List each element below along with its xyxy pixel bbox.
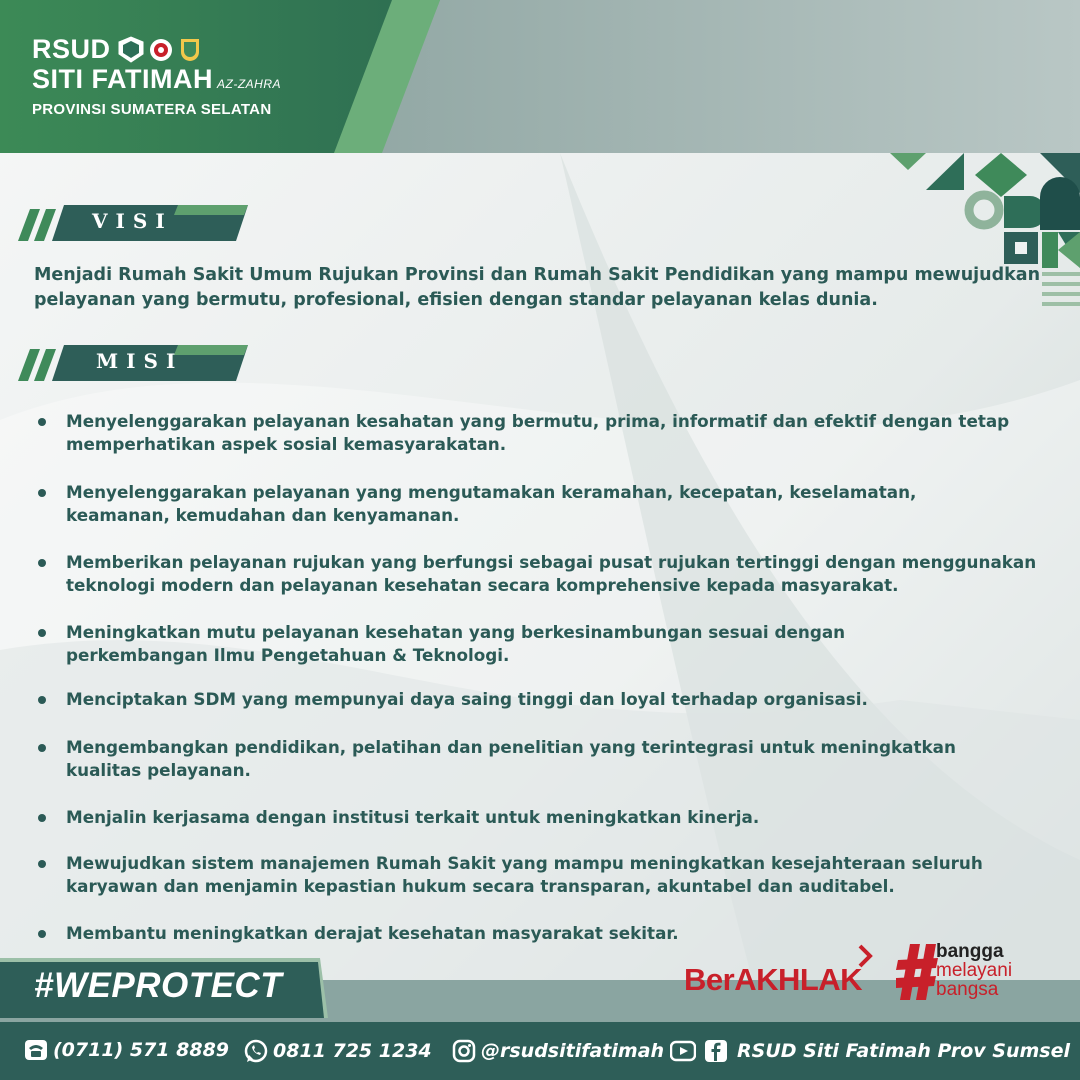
bullet-icon [38,814,46,822]
bullet-icon [38,489,46,497]
misi-item-text: Menjalin kerjasama dengan institusi terkait untuk meningkatkan kinerja. [66,807,760,827]
misi-item-text: Memberikan pelayanan rujukan yang berfungsi sebagai pusat rujukan tertinggi dengan menggunakan teknologi modern dan pelayanan kesehatan secara komprehensive kepada masyarakat. [66,552,1037,595]
misi-item-text: Menciptakan SDM yang mempunyai daya saing tinggi dan loyal terhadap organisasi. [66,689,868,709]
bangga-word: bangga [936,941,1004,962]
bullet-icon [38,860,46,868]
bullet-icon [38,418,46,426]
phone-icon [24,1039,48,1061]
misi-item-text: Menyelenggarakan pelayanan yang mengutamakan keramahan, kecepatan, keselamatan, keamanan, kemudahan dan kenyamanan. [66,482,917,525]
hashtag-text: #WEPROTECT [34,966,283,1005]
brand-suffix: AZ-ZAHRA [217,77,281,91]
misi-item [36,481,966,527]
bullet-icon [38,930,46,938]
brand-line-name: SITI FATIMAH [32,64,213,94]
instagram-handle: @rsudsitifatimah [481,1040,665,1062]
footer-contact-bar [0,1022,1080,1080]
facebook-icon [704,1039,728,1063]
visi-text: Menjadi Rumah Sakit Umum Rujukan Provinsi dan Rumah Sakit Pendidikan yang mampu mewujudkan pelayanan yang bermutu, profesional, efisien dengan standar pelayanan kelas dunia. [34,265,1041,310]
instagram-icon [452,1039,476,1063]
footer-social[interactable] [670,1039,1070,1063]
bullet-icon [38,744,46,752]
hash-mark-icon [896,940,940,1004]
bullet-icon [38,559,46,567]
emblem-icons [115,34,207,64]
berakhlak-logo [684,962,862,998]
bullet-icon [38,629,46,637]
misi-item [36,551,1080,597]
melayani-word: melayani [936,960,1013,981]
misi-item-text: Mengembangkan pendidikan, pelatihan dan penelitian yang terintegrasi untuk meningkatkan kualitas pelayanan. [66,737,956,780]
youtube-icon [670,1040,696,1062]
brand-line-rsud: RSUD [32,34,111,64]
whatsapp-number: 0811 725 1234 [273,1040,432,1062]
chevron-mark-icon [856,944,876,970]
whatsapp-icon [244,1039,268,1063]
misi-item [36,852,996,898]
footer-whatsapp[interactable] [244,1039,432,1063]
bangsa-word: bangsa [936,979,999,1000]
misi-item [36,621,896,667]
misi-item-text: Mewujudkan sistem manajemen Rumah Sakit yang mampu meningkatkan kesejahteraan seluruh karyawan dan menjamin kepastian hukum secara transparan, akuntabel dan auditabel. [66,853,983,896]
footer-phone[interactable] [24,1039,229,1061]
hospital-logo [32,34,281,121]
bangga-melayani-logo [896,940,1056,1004]
misi-item [36,688,1066,711]
misi-item [36,736,966,782]
misi-item-text: Membantu meningkatkan derajat kesehatan masyarakat sekitar. [66,923,679,943]
misi-heading [18,343,248,383]
berakhlak-text: BerAKHLAK [684,962,863,997]
social-name: RSUD Siti Fatimah Prov Sumsel [737,1040,1070,1062]
visi-label: VISI [92,209,173,233]
phone-number: (0711) 571 8889 [53,1039,230,1061]
header [0,0,1080,153]
misi-label: MISI [96,349,184,373]
visi-heading [18,203,248,243]
misi-item-text: Meningkatkan mutu pelayanan kesehatan yang berkesinambungan sesuai dengan perkembangan Ilmu Pengetahuan & Teknologi. [66,622,846,665]
hashtag-banner [0,958,324,1018]
misi-item-text: Menyelenggarakan pelayanan kesahatan yang bermutu, prima, informatif dan efektif dengan tetap memperhatikan aspek sosial kemasyarakatan. [66,411,1010,454]
misi-item [36,806,1066,829]
brand-province: PROVINSI SUMATERA SELATAN [32,101,272,118]
misi-item [36,410,1066,456]
footer-instagram[interactable] [452,1039,664,1063]
bullet-icon [38,696,46,704]
